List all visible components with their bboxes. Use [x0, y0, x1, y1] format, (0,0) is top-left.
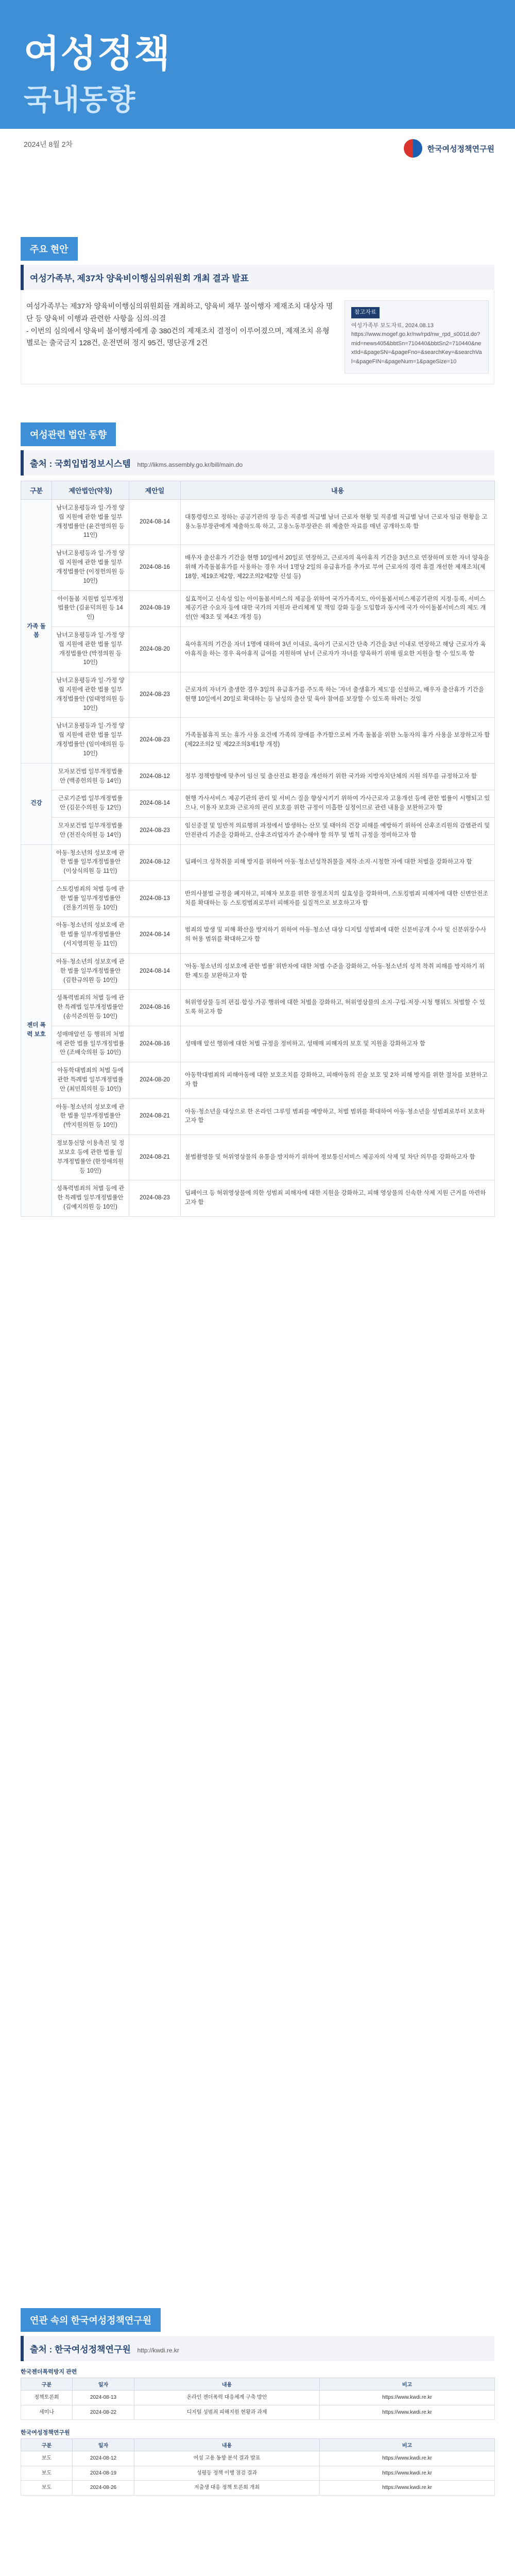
table-cell: 보도	[21, 2466, 73, 2481]
col-date: 일자	[73, 2439, 134, 2451]
table-cell: 저출생 대응 정책 토론회 개최	[134, 2481, 320, 2496]
kwdi-source-title: 출처 : 한국여성정책연구원	[30, 2345, 131, 2354]
table-cell: 성평등 정책 이행 점검 결과	[134, 2466, 320, 2481]
kwdi-table1-label: 한국젠더폭력방지 관련	[21, 2369, 77, 2375]
table-row	[21, 2405, 495, 2420]
content-cell: 현행 가사서비스 제공기관의 관리 및 서비스 질을 향상시키기 위하여 가사근로자 고용개선 등에 관한 법률이 시행되고 있으나, 이용자 보호와 근로자의 권리 보호를 위한 규정이 미흡한 실정이므로 관련 내용을 보완하고자 함	[181, 790, 495, 818]
kwdi-section	[21, 2308, 494, 2496]
org-logo-icon	[404, 139, 422, 158]
table-row	[21, 2391, 495, 2405]
date-cell: 2024-08-12	[129, 763, 181, 790]
table-cell: 보도	[21, 2481, 73, 2496]
law-trends-table	[21, 481, 495, 1217]
col-note: 비고	[320, 2378, 495, 2391]
reference-tag: 참고자료	[351, 307, 380, 318]
kwdi-table-2	[21, 2438, 495, 2496]
table-cell: 2024-08-19	[73, 2466, 134, 2481]
table-cell: 정책토론회	[21, 2391, 73, 2405]
bill-cell: 모자보건법 일부개정법률안 (백종헌의원 등 14인)	[52, 763, 129, 790]
table-row	[21, 917, 495, 953]
table-cell: 2024-08-13	[73, 2391, 134, 2405]
table-cell[interactable]: https://www.kwdi.re.kr	[320, 2391, 495, 2405]
table-row	[21, 817, 495, 844]
date-cell: 2024-08-14	[129, 953, 181, 989]
table-cell: 디지털 성범죄 피해지원 현황과 과제	[134, 2405, 320, 2420]
col-category: 구분	[21, 481, 52, 500]
kwdi-table-1-body	[21, 2391, 495, 2420]
table-cell: 2024-08-26	[73, 2481, 134, 2496]
date-cell: 2024-08-14	[129, 917, 181, 953]
col-date: 일자	[73, 2378, 134, 2391]
hero-subtitle: 국내동향	[24, 83, 135, 116]
table-row	[21, 763, 495, 790]
content-cell: 아동·청소년을 대상으로 한 온라인 그루밍 범죄를 예방하고, 처벌 범위를 확대하여 아동·청소년을 성범죄로부터 보호하고자 함	[181, 1098, 495, 1134]
table-row	[21, 718, 495, 763]
bill-cell: 성매매알선 등 행위의 처벌에 관한 법률 일부개정법률안 (조배숙의원 등 10인)	[52, 1026, 129, 1062]
content-cell: 아동학대범죄의 피해아동에 대한 보호조치를 강화하고, 피해아동의 진술 보호 및 2차 피해 방지를 위한 절차를 보완하고자 함	[181, 1062, 495, 1098]
date-cell: 2024-08-20	[129, 1062, 181, 1098]
kwdi-table-1	[21, 2378, 495, 2420]
bill-cell: 남녀고용평등과 일·가정 양립 지원에 관한 법률 일부개정법률안 (엄태영의원 등 10인)	[52, 672, 129, 718]
table-row	[21, 953, 495, 989]
date-cell: 2024-08-16	[129, 1026, 181, 1062]
date-cell: 2024-08-23	[129, 1180, 181, 1216]
content-cell: 범죄의 발생 및 피해 확산을 방지하기 위하여 아동·청소년 대상 디지털 성범죄에 대한 신분비공개 수사 및 신분위장수사의 허용 범위를 확대하고자 함	[181, 917, 495, 953]
col-content: 내용	[134, 2378, 320, 2391]
kwdi-source	[21, 2336, 494, 2361]
table-row	[21, 1062, 495, 1098]
content-cell: 가족돌봄휴직 또는 휴가 사용 요건에 가족의 장애를 추가함으로써 가족 돌봄을 위한 노동자의 휴가 사용을 보장하고자 함(제22조의2 및 제22조의3제1항 개정)	[181, 718, 495, 763]
bill-cell: 아동·청소년의 성보호에 관한 법률 일부개정법률안 (서지영의원 등 11인)	[52, 917, 129, 953]
content-cell: 배우자 출산휴가 기간을 현행 10일에서 20일로 연장하고, 근로자의 육아휴직 기간을 3년으로 연장하며 또한 자녀 양육을 위해 가족돌봄휴가를 사용하는 경우 자녀 1명당 2일의 유급휴가를 추가로 부여 근로자의 경력 휴결 개선한 제재조치(제18항, 제19조제2항, 제22조의2제2항 신설 등)	[181, 545, 495, 590]
highlight-ribbon: 주요 현안	[21, 237, 78, 261]
date-cell: 2024-08-21	[129, 1098, 181, 1134]
category-cell: 가족 돌봄	[21, 500, 52, 764]
col-content: 내용	[134, 2439, 320, 2451]
table-header-row	[21, 2378, 495, 2391]
table-cell: 보도	[21, 2451, 73, 2466]
content-cell: 임신중절 및 일반적 의료행위 과정에서 발생하는 산모 및 태아의 건강 피해를 예방하기 위하여 산후조리원의 감염관리 및 안전관리 기준을 강화하고, 산후조리업자가 준수해야 할 의무 및 벌칙 규정을 정비하고자 함	[181, 817, 495, 844]
trends-ribbon: 여성관련 법안 동향	[21, 422, 116, 446]
highlight-body	[21, 290, 494, 384]
table-row	[21, 672, 495, 718]
trends-source-link[interactable]: http://likms.assembly.go.kr/bill/main.do	[137, 461, 243, 468]
bill-cell: 아동·청소년의 성보호에 관한 법률 일부개정법률안 (김한규의원 등 10인)	[52, 953, 129, 989]
table-cell: 온라인 젠더폭력 대응체계 구축 방안	[134, 2391, 320, 2405]
table-cell[interactable]: https://www.kwdi.re.kr	[320, 2405, 495, 2420]
date-cell: 2024-08-19	[129, 590, 181, 626]
date-cell: 2024-08-21	[129, 1135, 181, 1180]
trends-source-title: 출처 : 국회입법정보시스템	[30, 459, 131, 469]
date-cell: 2024-08-13	[129, 881, 181, 917]
kwdi-ribbon: 연관 속의 한국여성정책연구원	[21, 2308, 161, 2332]
content-cell: 대통령령으로 정하는 공공기관의 장 등은 직종별 직급별 남녀 근로자 현황 및 직종별 직급별 남녀 근로자 임금 현황을 고용노동부장관에게 제출하도록 하고, 고용노동부장관은 위 제출한 자료를 매년 공개하도록 함	[181, 500, 495, 545]
bill-cell: 스토킹범죄의 처벌 등에 관한 법률 일부개정법률안 (전용기의원 등 10인)	[52, 881, 129, 917]
kwdi-table-2-body	[21, 2451, 495, 2496]
law-trends-section	[21, 422, 494, 1217]
table-cell[interactable]: https://www.kwdi.re.kr	[320, 2466, 495, 2481]
table-row	[21, 1135, 495, 1180]
table-cell: 2024-08-22	[73, 2405, 134, 2420]
trends-source	[21, 450, 494, 476]
table-row	[21, 844, 495, 880]
content-cell: 딥페이크 등 허위영상물에 의한 성범죄 피해자에 대한 지원을 강화하고, 피해 영상물의 신속한 삭제 지원 근거를 마련하고자 함	[181, 1180, 495, 1216]
table-header-row	[21, 481, 495, 500]
bill-cell: 정보통신망 이용촉진 및 정보보호 등에 관한 법률 일부개정법률안 (한정애의원 등 10인)	[52, 1135, 129, 1180]
table-cell[interactable]: https://www.kwdi.re.kr	[320, 2481, 495, 2496]
highlight-title: 여성가족부, 제37차 양육비이행심의위원회 개최 결과 발표	[21, 265, 494, 290]
content-cell: '아동·청소년의 성보호에 관한 법률' 위반자에 대한 처벌 수준을 강화하고, 아동·청소년의 성적 착취 피해를 방지하기 위한 제도를 보완하고자 함	[181, 953, 495, 989]
table-row	[21, 990, 495, 1026]
highlight-reference	[345, 300, 489, 374]
col-note: 비고	[320, 2439, 495, 2451]
table-row	[21, 1180, 495, 1216]
table-row	[21, 2451, 495, 2466]
table-row	[21, 2466, 495, 2481]
table-row	[21, 881, 495, 917]
bill-cell: 남녀고용평등과 일·가정 양립 지원에 관한 법률 일부개정법률안 (이정헌의원 등 10인)	[52, 545, 129, 590]
date-cell: 2024-08-20	[129, 626, 181, 672]
content-cell: 딥페이크 성착취물 피해 방지를 위하여 아동·청소년성착취물을 제작·소지·시청한 자에 대한 처벌을 강화하고자 함	[181, 844, 495, 880]
table-row	[21, 590, 495, 626]
date-cell: 2024-08-14	[129, 790, 181, 818]
bill-cell: 아동학대범죄의 처벌 등에 관한 특례법 일부개정법률안 (최민희의원 등 10인)	[52, 1062, 129, 1098]
content-cell: 불법촬영물 및 허위영상물의 유통을 방지하기 위하여 정보통신서비스 제공자의 삭제 및 차단 의무를 강화하고자 함	[181, 1135, 495, 1180]
content-cell: 반의사불벌 규정을 폐지하고, 피해자 보호를 위한 잠정조치의 실효성을 강화하며, 스토킹범죄 피해자에 대한 신변안전조치를 확대하는 등 스토킹범죄로부터 피해자를 실질적으로 보호하고자 함	[181, 881, 495, 917]
content-cell: 허위영상물 등의 편집·합성·가공 행위에 대한 처벌을 강화하고, 허위영상물의 소지·구입·저장·시청 행위도 처벌할 수 있도록 하고자 함	[181, 990, 495, 1026]
kwdi-source-link[interactable]: http://kwdi.re.kr	[137, 2347, 179, 2354]
table-row	[21, 500, 495, 545]
content-cell: 근로자의 자녀가 출생한 경우 3일의 유급휴가를 주도록 하는 '자녀 출생휴가 제도'를 신설하고, 배우자 출산휴가 기간을 현행 10일에서 20일로 확대하는 등 남성의 출산 및 육아 참여를 보장할 수 있도록 하려는 것임	[181, 672, 495, 718]
law-trends-body	[21, 500, 495, 1217]
bill-cell: 근로기준법 일부개정법률안 (김문수의원 등 12인)	[52, 790, 129, 818]
table-row	[21, 1098, 495, 1134]
hero-title: 여성정책	[24, 33, 171, 75]
bill-cell: 아이돌봄 지원법 일부개정법률안 (김윤덕의원 등 14인)	[52, 590, 129, 626]
category-cell: 젠더 폭력 보호	[21, 844, 52, 1216]
content-cell: 성매매 알선 행위에 대한 처벌 규정을 정비하고, 성매매 피해자의 보호 및 지원을 강화하고자 함	[181, 1026, 495, 1062]
date-cell: 2024-08-23	[129, 672, 181, 718]
table-cell: 2024-08-12	[73, 2451, 134, 2466]
table-row	[21, 790, 495, 818]
content-cell: 정부 정책방향에 맞추어 임신 및 출산진료 환경을 개선하기 위한 국가와 지방자치단체의 지원 의무를 규정하고자 함	[181, 763, 495, 790]
date-cell: 2024-08-16	[129, 545, 181, 590]
date-cell: 2024-08-23	[129, 817, 181, 844]
col-date: 제안일	[129, 481, 181, 500]
highlight-text: 여성가족부는 제37차 양육비이행심의위원회를 개최하고, 양육비 채무 불이행자 제재조치 대상자 명단 등 양육비 이행과 관련한 사항을 심의·의결 - 이번의 심의에서 양육비 불이행자에게 총 380건의 제재조치 결정이 이루어졌으며, 제재조치 유형별로는 출국금지 128건, 운전면허 정지 95건, 명단공개 2건	[26, 302, 333, 347]
table-row	[21, 626, 495, 672]
bill-cell: 모자보건법 일부개정법률안 (전진숙의원 등 14인)	[52, 817, 129, 844]
date-cell: 2024-08-14	[129, 500, 181, 545]
col-type: 구분	[21, 2378, 73, 2391]
table-cell[interactable]: https://www.kwdi.re.kr	[320, 2451, 495, 2466]
bill-cell: 성폭력범죄의 처벌 등에 관한 특례법 일부개정법률안 (김예지의원 등 10인)	[52, 1180, 129, 1216]
table-row	[21, 2481, 495, 2496]
table-cell: 여성 고용 동향 분석 결과 발표	[134, 2451, 320, 2466]
date-cell: 2024-08-16	[129, 990, 181, 1026]
table-cell: 세미나	[21, 2405, 73, 2420]
content-cell: 실효적이고 신속성 있는 아이돌봄서비스의 제공을 위하여 국가가족지도, 아이돌봄서비스제공기관의 지정·등록, 서비스제공기관 수요자 등에 대한 국가의 지원과 관리체계 및 책임 강화 등을 도입함과 동시에 국가 아이돌봄서비스의 제도 개선(안 제3조 및 제4조 개정 등)	[181, 590, 495, 626]
bill-cell: 남녀고용평등과 일·가정 양립 지원에 관한 법률 일부개정법률안 (윤건영의원 등 11인)	[52, 500, 129, 545]
bill-cell: 아동·청소년의 성보호에 관한 법률 일부개정법률안 (박지원의원 등 10인)	[52, 1098, 129, 1134]
date-cell: 2024-08-23	[129, 718, 181, 763]
hero-banner	[0, 0, 515, 129]
col-content: 내용	[181, 481, 495, 500]
table-row	[21, 1026, 495, 1062]
category-cell: 건강	[21, 763, 52, 844]
date-cell: 2024-08-12	[129, 844, 181, 880]
highlight-section	[21, 237, 494, 384]
org-name: 한국여성정책연구원	[427, 144, 494, 154]
col-bill: 제안법안(약칭)	[52, 481, 129, 500]
col-type: 구분	[21, 2439, 73, 2451]
org-logo	[404, 139, 494, 158]
issue-date: 2024년 8월 2차	[24, 140, 73, 148]
kwdi-table2-label: 한국여성정책연구원	[21, 2430, 70, 2436]
bill-cell: 아동·청소년의 성보호에 관한 법률 일부개정법률안 (이상식의원 등 11인)	[52, 844, 129, 880]
bill-cell: 남녀고용평등과 일·가정 양립 지원에 관한 법률 일부개정법률안 (박정의원 등 10인)	[52, 626, 129, 672]
table-row	[21, 545, 495, 590]
bill-cell: 성폭력범죄의 처벌 등에 관한 특례법 일부개정법률안 (송석준의원 등 10인)	[52, 990, 129, 1026]
content-cell: 육아휴직의 기간을 자녀 1명에 대하여 3년 이내로, 육아기 근로시간 단축 기간을 3년 이내로 연장하고 해당 근로자가 육아휴직을 하는 경우 육아휴직 급여를 지원하며 남녀 근로자가 자녀를 양육하기 위해 필요한 지원을 할 수 있도록 함	[181, 626, 495, 672]
bill-cell: 남녀고용평등과 일·가정 양립 지원에 관한 법률 일부개정법률안 (임미애의원 등 10인)	[52, 718, 129, 763]
reference-link[interactable]: 여성가족부 보도자료, 2024.08.13 https://www.mogef.go.kr/nw/rpd/nw_rpd_s001d.do?mid=news405&bbtSn=710440&bbtSn2=710440&nextId=&pageSN=&pageFno=&searchKey=&searchVal=&pageFIN=&pageNum=1&pageSize=10	[351, 322, 482, 365]
table-header-row	[21, 2439, 495, 2451]
